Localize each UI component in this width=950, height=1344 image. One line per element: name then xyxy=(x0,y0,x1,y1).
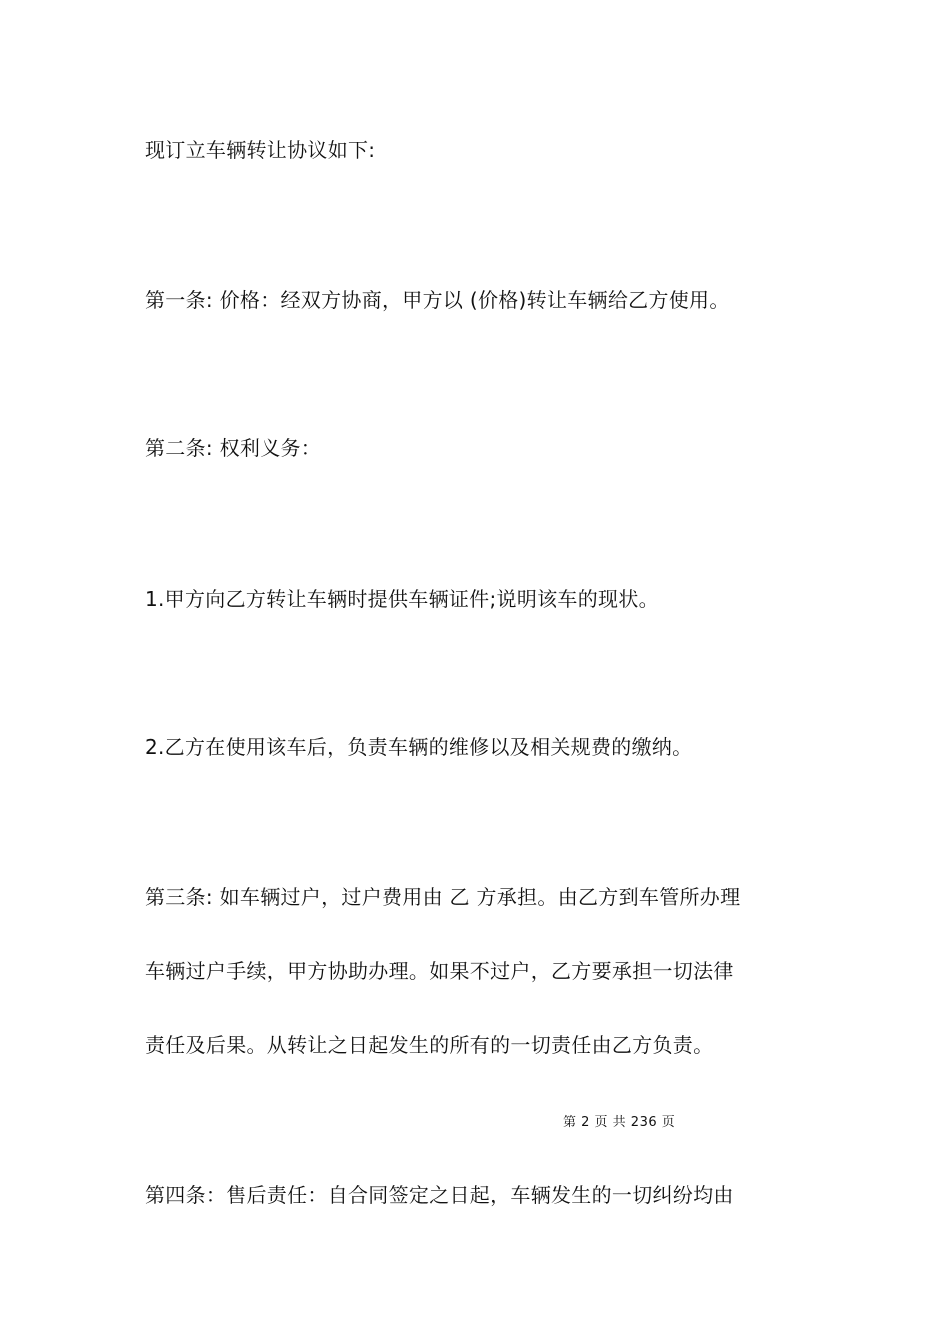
article-2-item-1: 1.甲方向乙方转让车辆时提供车辆证件;说明该车的现状。 xyxy=(145,587,659,611)
article-4-line-1: 第四条：售后责任：自合同签定之日起，车辆发生的一切纠纷均由 xyxy=(145,1183,734,1207)
page-number: 第 2 页 共 236 页 xyxy=(563,1115,676,1130)
article-3-line-3: 责任及后果。从转让之日起发生的所有的一切责任由乙方负责。 xyxy=(145,1033,714,1057)
article-1-price: 第一条: 价格：经双方协商，甲方以 (价格)转让车辆给乙方使用。 xyxy=(145,288,730,312)
article-3-line-2: 车辆过户手续，甲方协助办理。如果不过户，乙方要承担一切法律 xyxy=(145,959,734,983)
article-2-item-2: 2.乙方在使用该车后，负责车辆的维修以及相关规费的缴纳。 xyxy=(145,735,693,759)
intro-paragraph: 现订立车辆转让协议如下: xyxy=(145,138,376,162)
article-2-title: 第二条: 权利义务： xyxy=(145,436,322,460)
article-3-line-1: 第三条: 如车辆过户，过户费用由 乙 方承担。由乙方到车管所办理 xyxy=(145,885,741,909)
